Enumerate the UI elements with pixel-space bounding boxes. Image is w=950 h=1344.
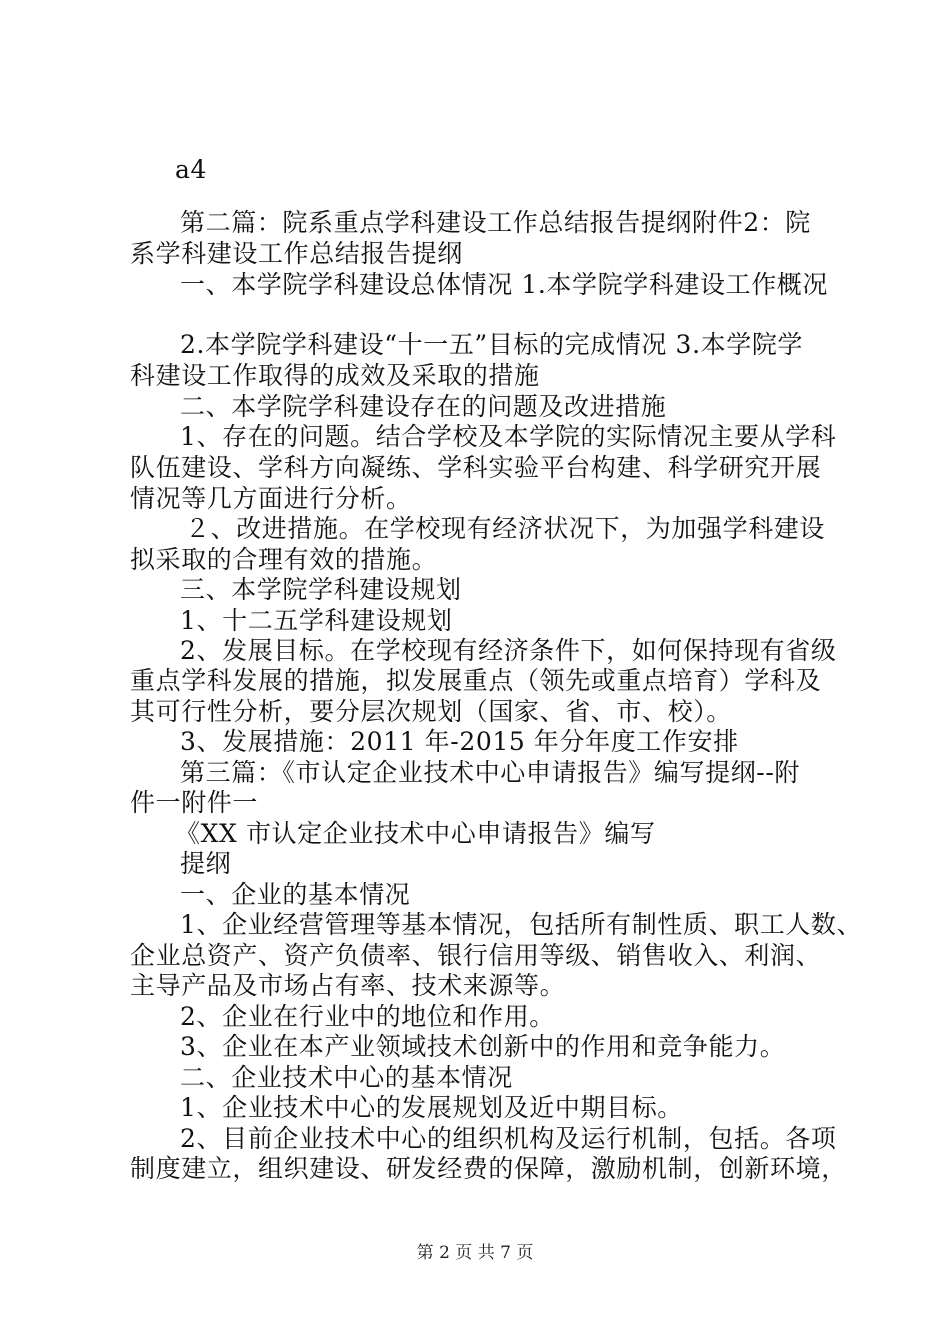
- text-line: 件一附件一: [130, 788, 259, 817]
- text-line: 企业总资产、资产负债率、银行信用等级、销售收入、利润、: [130, 941, 822, 970]
- text-line: 第三篇：《市认定企业技术中心申请报告》编写提纲--附: [180, 758, 800, 787]
- text-line: 1、存在的问题。结合学校及本学院的实际情况主要从学科: [180, 422, 837, 451]
- text-line: 制度建立，组织建设、研发经费的保障，激励机制，创新环境，: [130, 1154, 847, 1183]
- text-line: 其可行性分析，要分层次规划（国家、省、市、校）。: [130, 697, 732, 726]
- text-line: 1、十二五学科建设规划: [180, 606, 453, 635]
- text-line: 情况等几方面进行分析。: [130, 484, 412, 513]
- text-line: 2、目前企业技术中心的组织机构及运行机制，包括。各项: [180, 1124, 837, 1153]
- text-line: 1、企业技术中心的发展规划及近中期目标。: [180, 1093, 683, 1122]
- text-line: 一、本学院学科建设总体情况 1.本学院学科建设工作概况: [180, 270, 829, 299]
- text-line: 队伍建设、学科方向凝练、学科实验平台构建、科学研究开展: [130, 453, 822, 482]
- text-line: 重点学科发展的措施，拟发展重点（领先或重点培育）学科及: [130, 666, 822, 695]
- text-line: 提纲: [180, 849, 232, 878]
- text-line: 《XX 市认定企业技术中心申请报告》编写: [175, 819, 656, 848]
- text-line: 第二篇：院系重点学科建设工作总结报告提纲附件2：院: [180, 208, 811, 237]
- text-line: 主导产品及市场占有率、技术来源等。: [130, 971, 566, 1000]
- text-line: 二、本学院学科建设存在的问题及改进措施: [180, 392, 667, 421]
- text-line: 三、本学院学科建设规划: [180, 575, 462, 604]
- text-line: 二、企业技术中心的基本情况: [180, 1063, 513, 1092]
- text-line: 科建设工作取得的成效及采取的措施: [130, 361, 540, 390]
- text-line: a4: [175, 155, 208, 184]
- text-line: 2、企业在行业中的地位和作用。: [180, 1002, 555, 1031]
- text-line: 系学科建设工作总结报告提纲: [130, 239, 463, 268]
- text-line: 3、发展措施：2011 年-2015 年分年度工作安排: [180, 727, 739, 756]
- text-line: 3、企业在本产业领域技术创新中的作用和竞争能力。: [180, 1032, 786, 1061]
- text-line: ２、改进措施。在学校现有经济状况下，为加强学科建设: [185, 514, 826, 543]
- text-line: 2.本学院学科建设“十一五”目标的完成情况 3.本学院学: [180, 330, 804, 359]
- page-number-footer: 第 2 页 共 7 页: [416, 1243, 534, 1263]
- text-line: 一、企业的基本情况: [180, 880, 411, 909]
- text-line: 1、企业经营管理等基本情况，包括所有制性质、职工人数、: [180, 910, 863, 939]
- text-line: 2、发展目标。在学校现有经济条件下，如何保持现有省级: [180, 636, 837, 665]
- text-line: 拟采取的合理有效的措施。: [130, 545, 438, 574]
